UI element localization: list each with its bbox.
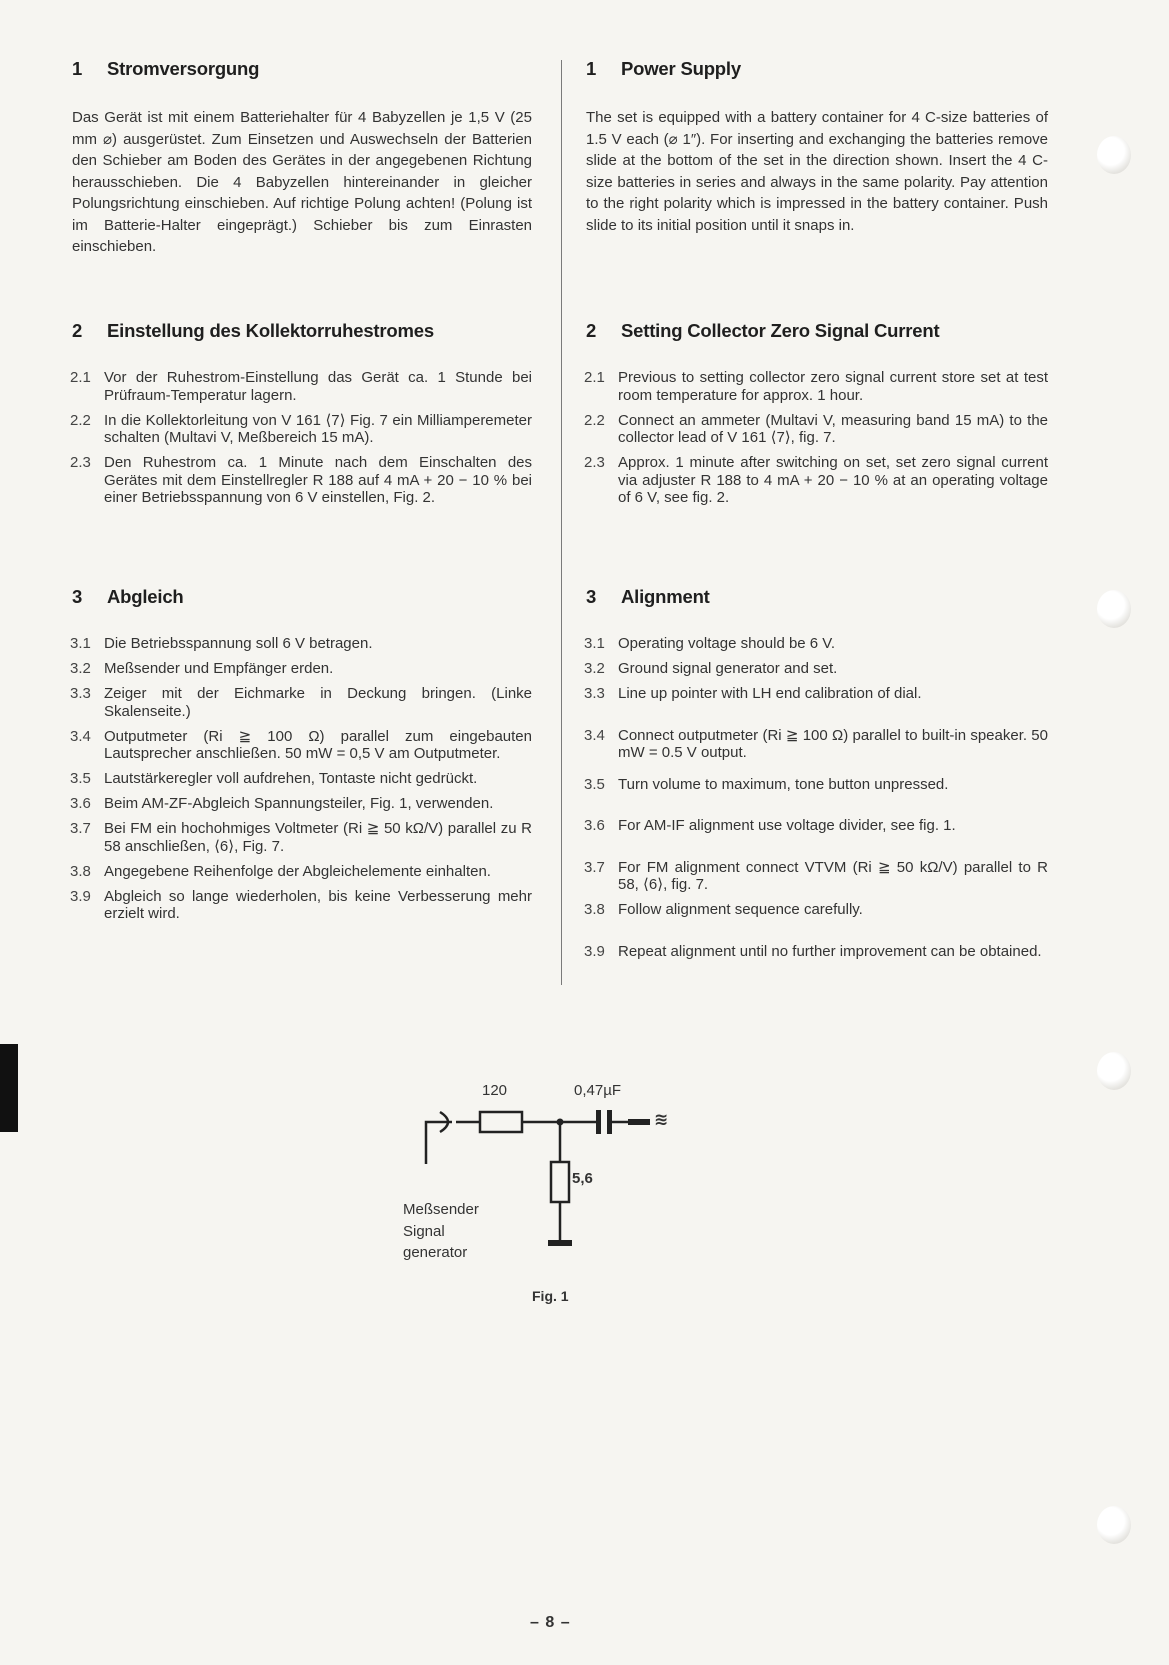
item-number: 2.2 xyxy=(584,411,605,429)
item-text: Den Ruhestrom ca. 1 Minute nach dem Einschalten des Gerätes mit dem Einstellregler R 188 auf 4 mA + 20 − 10 % bei einer Betriebsspannung von 6 V einstellen, Fig. 2. xyxy=(104,454,532,506)
list-item xyxy=(72,635,532,653)
shunt-resistor xyxy=(551,1162,569,1202)
generator-label-en-2: generator xyxy=(403,1244,468,1261)
item-number: 3.9 xyxy=(70,887,91,905)
section-title: Setting Collector Zero Signal Current xyxy=(621,320,940,341)
binder-tab xyxy=(0,1044,18,1132)
capacitor-plate xyxy=(596,1110,601,1134)
item-text: Connect outputmeter (Ri ≧ 100 Ω) parallel to built-in speaker. 50 mW = 0.5 V output. xyxy=(618,726,1048,761)
item-number: 3.6 xyxy=(70,795,91,812)
item-number: 3.9 xyxy=(584,942,605,960)
section-title: Stromversorgung xyxy=(107,58,260,79)
item-text: Angegebene Reihenfolge der Abgleichelemente einhalten. xyxy=(104,862,491,880)
item-number: 2.3 xyxy=(70,454,91,471)
item-text: Follow alignment sequence carefully. xyxy=(618,901,863,918)
item-text: Beim AM-ZF-Abgleich Spannungsteiler, Fig. 1, verwenden. xyxy=(104,795,494,812)
section-body: Das Gerät ist mit einem Batteriehalter für 4 Babyzellen je 1,5 V (25 mm ⌀) ausgerüstet. Zum Einsetzen und Auswechseln der Batterien den Schieber am Boden des Gerätes in der angegebenen Richtung herausschieben. Die 4 Babyzellen hintereinander in gleicher Polungsrichtung einschieben. Auf richtige Polung achten! (Polung ist im Batterie-Halter eingeprägt.) Schieber bis zum Einrasten einschieben. xyxy=(72,109,532,255)
generator-label-de: Meßsender xyxy=(403,1201,479,1218)
list-item xyxy=(586,454,1048,507)
page-number: – 8 – xyxy=(530,1614,571,1631)
column-divider xyxy=(561,60,562,985)
item-text: For FM alignment connect VTVM (Ri ≧ 50 kΩ/V) parallel to R 58, ⟨6⟩, fig. 7. xyxy=(618,858,1048,893)
section-heading xyxy=(586,320,1048,342)
section-number: 3 xyxy=(586,586,597,607)
item-number: 3.8 xyxy=(70,862,91,880)
punch-hole xyxy=(1097,136,1131,174)
punch-hole xyxy=(1097,590,1131,628)
signal-generator-label xyxy=(403,1199,479,1264)
section-body: The set is equipped with a battery container for 4 C-size batteries of 1.5 V each (⌀ 1″). For inserting and exchanging the batteries remove slide at the bottom of the set in the direction shown. Insert the 4 C-size batteries in series and always in the same polarity. Pay attention to the right polarity which is impressed in the battery container. Push slide to its initial position until it snaps in. xyxy=(586,109,1048,234)
item-number: 3.1 xyxy=(584,635,605,652)
item-text: Bei FM ein hochohmiges Voltmeter (Ri ≧ 50 kΩ/V) parallel zu R 58 anschließen, ⟨6⟩, Fig. 7. xyxy=(104,820,532,855)
list-item xyxy=(72,412,532,447)
section-number: 3 xyxy=(72,586,83,607)
item-text: Die Betriebsspannung soll 6 V betragen. xyxy=(104,635,373,652)
item-number: 3.8 xyxy=(584,901,605,918)
section-title: Abgleich xyxy=(107,586,184,607)
section-heading xyxy=(72,320,532,342)
list-item xyxy=(586,369,1048,404)
item-text: Ground signal generator and set. xyxy=(618,660,838,677)
section-alignment-en xyxy=(586,586,1048,968)
section-number: 1 xyxy=(72,58,83,79)
section-heading xyxy=(72,586,532,608)
section-number: 2 xyxy=(72,320,83,341)
section-power-en xyxy=(586,58,1048,236)
section-heading xyxy=(72,58,532,80)
list-item xyxy=(72,685,532,720)
list-item xyxy=(72,660,532,678)
list-item xyxy=(72,369,532,404)
item-text: For AM-IF alignment use voltage divider, see fig. 1. xyxy=(618,817,956,834)
item-number: 2.2 xyxy=(70,411,91,429)
item-list xyxy=(72,369,532,507)
list-item xyxy=(72,863,532,881)
capacitor-plate xyxy=(607,1110,612,1134)
item-number: 3.6 xyxy=(584,817,605,834)
item-text: Zeiger mit der Eichmarke in Deckung bringen. (Linke Skalenseite.) xyxy=(104,685,532,720)
generator-label-en-1: Signal xyxy=(403,1222,445,1240)
punch-hole xyxy=(1097,1052,1131,1090)
list-item xyxy=(586,943,1048,961)
list-item xyxy=(586,727,1048,762)
resistor-value-120: 120 xyxy=(482,1082,508,1099)
list-item xyxy=(72,820,532,855)
item-number: 3.4 xyxy=(70,727,91,745)
section-heading xyxy=(586,586,1048,608)
item-number: 3.3 xyxy=(70,685,91,702)
item-number: 2.1 xyxy=(584,369,605,386)
list-item xyxy=(72,888,532,923)
item-number: 3.7 xyxy=(584,858,605,876)
list-item xyxy=(586,660,1048,678)
item-list xyxy=(586,635,1048,960)
list-item xyxy=(586,859,1048,894)
figure-caption: Fig. 1 xyxy=(532,1288,569,1304)
item-number: 2.3 xyxy=(584,454,605,471)
section-title: Power Supply xyxy=(621,58,741,79)
section-alignment-de xyxy=(72,586,532,930)
item-text: Operating voltage should be 6 V. xyxy=(618,635,836,652)
list-item xyxy=(586,776,1048,794)
item-text: Repeat alignment until no further improvement can be obtained. xyxy=(618,942,1042,960)
section-collector-de xyxy=(72,320,532,514)
item-text: Approx. 1 minute after switching on set, set zero signal current via adjuster R 188 to 4 mA + 20 − 10 % at an operating voltage of 6 V, see fig. 2. xyxy=(618,454,1048,506)
capacitor-value: 0,47µF xyxy=(574,1082,621,1099)
item-text: Previous to setting collector zero signal current store set at test room temperature for approx. 1 hour. xyxy=(618,369,1048,404)
list-item xyxy=(586,685,1048,703)
list-item xyxy=(72,795,532,813)
item-text: In die Kollektorleitung von V 161 ⟨7⟩ Fig. 7 ein Milliamperemeter schalten (Multavi V, Meßbereich 15 mA). xyxy=(104,411,532,446)
item-number: 3.5 xyxy=(70,770,91,787)
item-list xyxy=(586,369,1048,507)
section-title: Einstellung des Kollektorruhestromes xyxy=(107,320,434,341)
section-number: 2 xyxy=(586,320,597,341)
list-item xyxy=(586,817,1048,835)
item-text: Meßsender und Empfänger erden. xyxy=(104,660,334,677)
list-item xyxy=(72,454,532,507)
item-list xyxy=(72,635,532,923)
item-text: Outputmeter (Ri ≧ 100 Ω) parallel zum eingebauten Lautsprecher anschließen. 50 mW = 0,5 V am Outputmeter. xyxy=(104,727,532,762)
item-number: 3.3 xyxy=(584,685,605,702)
section-title: Alignment xyxy=(621,586,710,607)
item-text: Turn volume to maximum, tone button unpressed. xyxy=(618,775,949,793)
signal-input-connector xyxy=(426,1112,452,1164)
list-item xyxy=(586,901,1048,919)
list-item xyxy=(586,412,1048,447)
item-text: Connect an ammeter (Multavi V, measuring band 15 mA) to the collector lead of V 161 ⟨7⟩, fig. 7. xyxy=(618,411,1048,446)
ground-symbol xyxy=(548,1240,572,1246)
punch-hole xyxy=(1097,1506,1131,1544)
item-text: Vor der Ruhestrom-Einstellung das Gerät ca. 1 Stunde bei Prüfraum-Temperatur lagern. xyxy=(104,369,532,404)
section-number: 1 xyxy=(586,58,597,79)
section-power-de xyxy=(72,58,532,258)
item-text: Abgleich so lange wiederholen, bis keine Verbesserung mehr erzielt wird. xyxy=(104,887,532,922)
item-number: 3.7 xyxy=(70,820,91,837)
item-number: 3.1 xyxy=(70,635,91,652)
item-number: 3.2 xyxy=(584,660,605,677)
section-collector-en xyxy=(586,320,1048,514)
list-item xyxy=(72,770,532,788)
voltage-divider-figure xyxy=(400,1082,730,1312)
item-number: 2.1 xyxy=(70,369,91,386)
output-lead xyxy=(628,1119,650,1125)
output-symbol: ≋ xyxy=(654,1110,669,1129)
list-item xyxy=(72,728,532,763)
item-number: 3.5 xyxy=(584,775,605,793)
item-number: 3.4 xyxy=(584,726,605,744)
section-heading xyxy=(586,58,1048,80)
list-item xyxy=(586,635,1048,653)
item-text: Line up pointer with LH end calibration of dial. xyxy=(618,685,922,702)
item-number: 3.2 xyxy=(70,660,91,677)
item-text: Lautstärkeregler voll aufdrehen, Tontaste nicht gedrückt. xyxy=(104,770,478,787)
series-resistor xyxy=(480,1112,522,1132)
resistor-value-5-6: 5,6 xyxy=(572,1170,593,1187)
